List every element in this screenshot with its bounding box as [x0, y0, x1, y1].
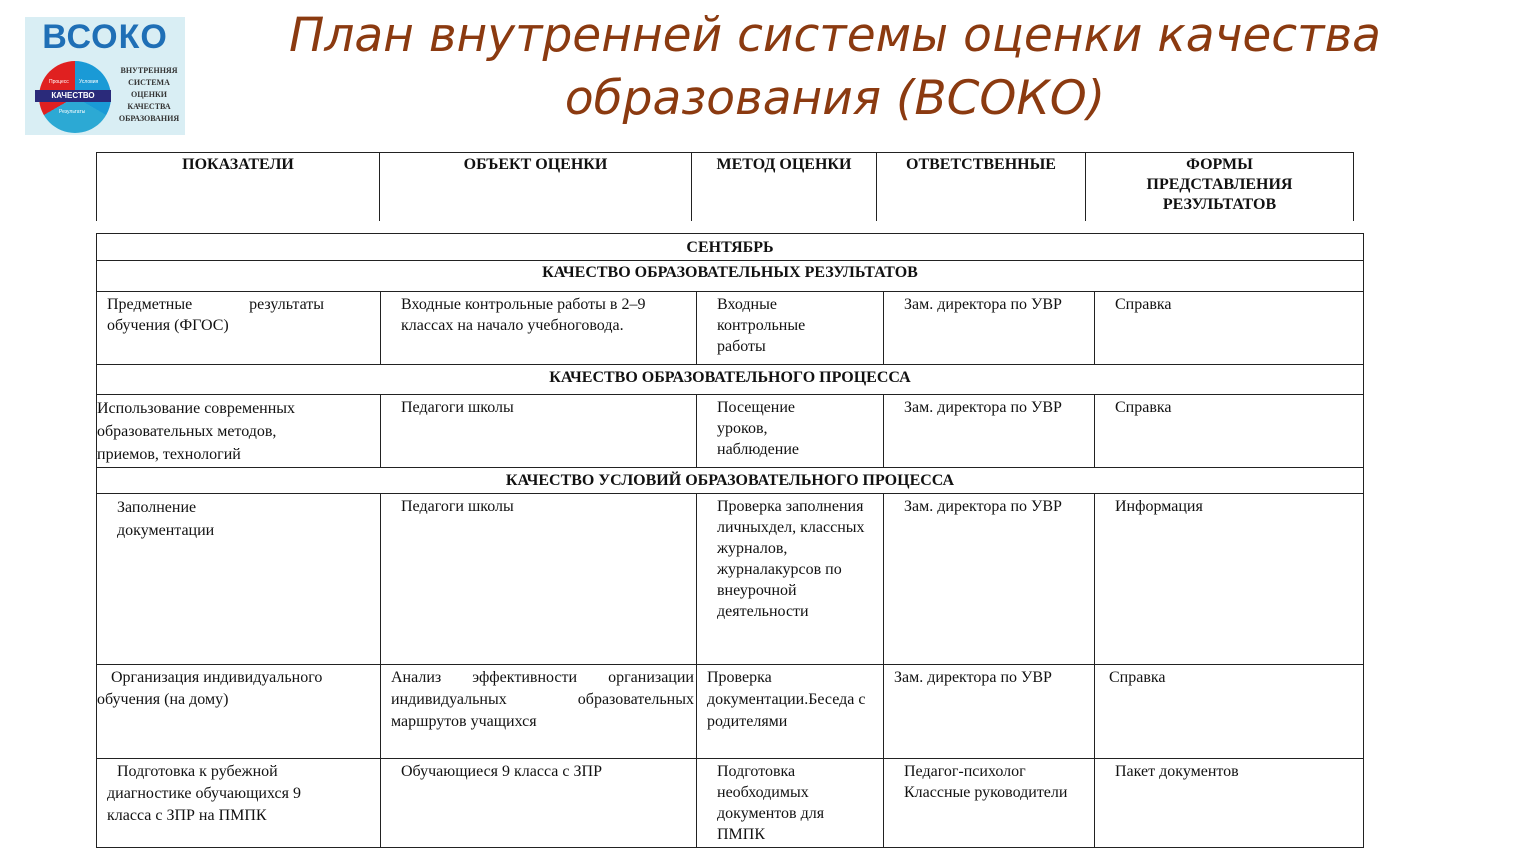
cell-result-form: Справка — [1094, 665, 1362, 758]
cell-method: Входные контрольные работы — [696, 292, 883, 364]
logo-subtitle-line: ВНУТРЕННЯЯ — [120, 66, 178, 75]
table-row — [96, 758, 1364, 848]
cell-method: Посещение уроков, наблюдение — [696, 395, 883, 467]
month-row: СЕНТЯБРЬ — [96, 233, 1364, 260]
title-line: образования (ВСОКО) — [564, 71, 1106, 126]
cell-indicator: Использование современных образовательных методов, приемов, технологий — [97, 400, 296, 463]
table-header — [96, 152, 1354, 221]
column-header-result-forms: ФОРМЫ ПРЕДСТАВЛЕНИЯ РЕЗУЛЬТАТОВ — [1085, 153, 1354, 221]
cell-result-form: Пакет документов — [1094, 759, 1362, 847]
cell-indicator: Предметные результаты обучения (ФГОС) — [107, 296, 324, 334]
column-header-object: ОБЪЕКТ ОЦЕНКИ — [379, 153, 691, 221]
logo-subtitle-line: КАЧЕСТВА — [127, 102, 171, 111]
section-header: КАЧЕСТВО ОБРАЗОВАТЕЛЬНЫХ РЕЗУЛЬТАТОВ — [96, 260, 1364, 291]
table-row — [96, 664, 1364, 758]
page-title — [190, 4, 1480, 130]
table-row — [96, 493, 1364, 664]
cell-responsible: Зам. директора по УВР — [883, 665, 1094, 758]
column-header-indicators: ПОКАЗАТЕЛИ — [96, 153, 379, 221]
cell-responsible: Зам. директора по УВР — [883, 494, 1094, 664]
cell-result-form: Справка — [1094, 292, 1362, 364]
logo-subtitle-line: СИСТЕМА — [128, 78, 170, 87]
logo-circle-label: Процесс — [49, 79, 69, 85]
cell-responsible: Зам. директора по УВР — [883, 292, 1094, 364]
cell-method: Проверка документации.Беседа с родителями — [696, 665, 883, 758]
logo-subtitle-line: ОБРАЗОВАНИЯ — [118, 114, 180, 123]
cell-responsible: Педагог-психолог Классные руководители — [883, 759, 1094, 847]
column-header-method: МЕТОД ОЦЕНКИ — [691, 153, 876, 221]
cell-object: Входные контрольные работы в 2–9 классах на начало учебноговода. — [380, 292, 696, 364]
cell-method: Подготовка необходимых документов для ПМПК — [696, 759, 883, 847]
vsoko-logo — [25, 17, 185, 135]
table-row — [96, 394, 1364, 467]
cell-method: Проверка заполнения личныхдел, классных журналов, журналакурсов по внеурочной деятельности — [696, 494, 883, 664]
cell-responsible: Зам. директора по УВР — [883, 395, 1094, 467]
cell-indicator: Подготовка к рубежной диагностике обучающихся 9 класса с ЗПР на ПМПК — [107, 763, 301, 824]
logo-title: ВСОКО — [42, 18, 168, 56]
section-header: КАЧЕСТВО ОБРАЗОВАТЕЛЬНОГО ПРОЦЕССА — [96, 364, 1364, 394]
cell-object: Обучающиеся 9 класса с ЗПР — [380, 759, 696, 847]
logo-band: КАЧЕСТВО — [35, 90, 111, 102]
logo-subtitle — [113, 65, 185, 125]
cell-indicator: Заполнение документации — [117, 499, 215, 539]
cell-indicator: Организация индивидуального обучения (на дому) — [97, 669, 323, 708]
table-row — [96, 291, 1364, 364]
cell-result-form: Справка — [1094, 395, 1362, 467]
cell-result-form: Информация — [1094, 494, 1362, 664]
title-line: План внутренней системы оценки качества — [289, 8, 1381, 63]
logo-circle-label: Результаты — [59, 109, 86, 115]
cell-object: Педагоги школы — [380, 494, 696, 664]
logo-subtitle-line: ОЦЕНКИ — [130, 90, 168, 99]
cell-object: Педагоги школы — [380, 395, 696, 467]
logo-circle-label: Условия — [79, 79, 99, 85]
column-header-responsible: ОТВЕТСТВЕННЫЕ — [876, 153, 1085, 221]
cell-object: Анализ эффективности организации индивидуальных образовательных маршрутов учащихся — [380, 665, 696, 758]
section-header: КАЧЕСТВО УСЛОВИЙ ОБРАЗОВАТЕЛЬНОГО ПРОЦЕССА — [96, 467, 1364, 493]
